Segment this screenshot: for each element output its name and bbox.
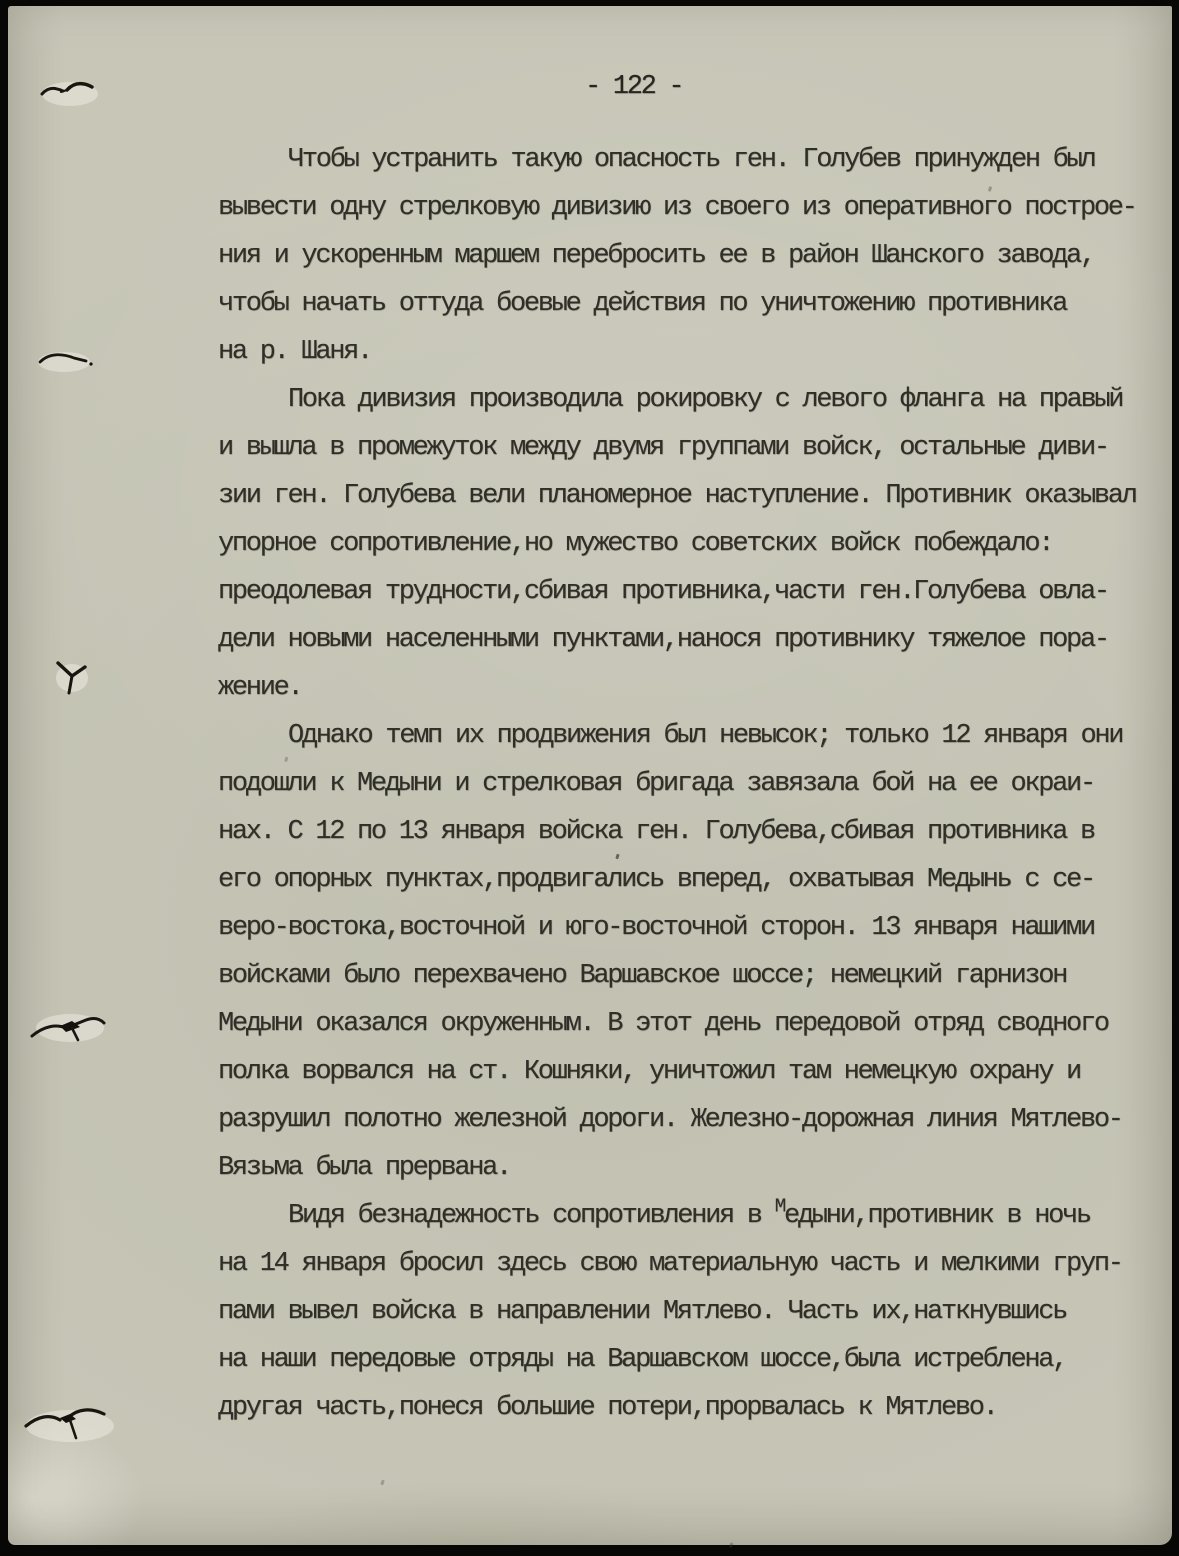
text-line: ния и ускоренным маршем перебросить ее в район Шанского завода, [218,241,1094,271]
text-line: войсками было перехвачено Варшавское шоссе; немецкий гарнизон [218,961,1067,991]
text-line: пами вывел войска в направлении Мятлево. Часть их,наткнувшись [218,1297,1067,1327]
raised-letter: М [774,1195,784,1218]
text-line: чтобы начать оттуда боевые действия по уничтожению противника [218,289,1067,319]
text-line: Медыни оказался окруженным. В этот день передовой отряд сводного [218,1009,1108,1039]
paper-sheet [8,6,1172,1545]
paragraph-4 [218,1192,1152,1432]
text-segment: Видя безнадежность сопротивления в [288,1201,775,1231]
document-text [218,136,1152,1432]
text-line: жение. [218,673,302,703]
page-number: - 122 - [585,72,683,102]
text-line: подошли к Медыни и стрелковая бригада завязала бой на ее окраи- [218,769,1094,799]
text-line: на наши передовые отряды на Варшавском шоссе,была истреблена, [218,1345,1067,1375]
paragraph-1 [218,136,1152,376]
paper-tear-mark [50,654,94,702]
paper-tear-mark [18,1394,122,1450]
paper-tear-mark [26,1000,110,1052]
text-line: нах. С 12 по 13 января войска ген. Голубева,сбивая противника в [218,817,1094,847]
text-line: вывести одну стрелковую дивизию из своего из оперативного построе- [218,193,1136,223]
text-line: на р. Шаня. [218,337,371,367]
text-line: преодолевая трудности,сбивая противника,части ген.Голубева овла- [218,577,1108,607]
text-line: другая часть,понеся большие потери,прорвалась к Мятлево. [218,1393,997,1423]
text-line: Пока дивизия производила рокировку с левого фланга на правый [288,385,1123,415]
text-line: и вышла в промежуток между двумя группами войск, остальные диви- [218,433,1108,463]
paper-tear-mark [28,338,104,378]
paper-tear-mark [34,66,104,110]
text-line: веро-востока,восточной и юго-восточной сторон. 13 января нашими [218,913,1094,943]
paragraph-2 [218,376,1152,712]
text-segment: едыни,противник в ночь [783,1201,1090,1231]
text-line: Чтобы устранить такую опасность ген. Голубев принужден был [288,145,1095,175]
text-line: на 14 января бросил здесь свою материальную часть и мелкими груп- [218,1249,1122,1279]
text-line: его опорных пунктах,продвигались вперед, охватывая Медынь с се- [218,865,1094,895]
paragraph-3 [218,712,1152,1192]
text-line: дели новыми населенными пунктами,нанося противнику тяжелое пора- [218,625,1108,655]
text-line [218,1192,1152,1240]
text-line: зии ген. Голубева вели планомерное наступление. Противник оказывал [218,481,1136,511]
text-line: полка ворвался на ст. Кошняки, уничтожил там немецкую охрану и [218,1057,1080,1087]
text-line: упорное сопротивление,но мужество советских войск побеждало: [218,529,1053,559]
text-line: Однако темп их продвижения был невысок; только 12 января они [288,721,1123,751]
text-line: Вязьма была прервана. [218,1153,510,1183]
text-line: разрушил полотно железной дороги. Железно-дорожная линия Мятлево- [218,1105,1122,1135]
